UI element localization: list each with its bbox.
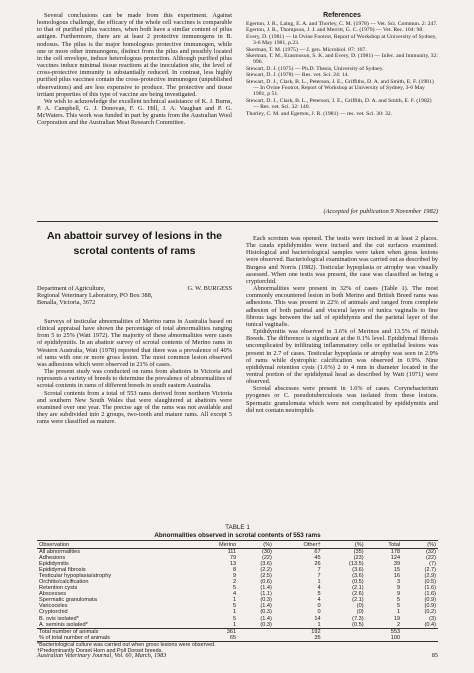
table-cell-value: (30) [261,549,272,555]
table-cell-value: 124 [390,555,401,562]
references-heading: References [323,12,361,19]
reference-item: Egerton, J. R., Thompson, J. J. and Merritt, G. C. (1979) — Vet. Rec. 104: 98. [246,27,424,34]
header-merino: Merino [189,541,238,549]
table-cell-value: (0.5) [424,579,436,586]
table-cell-value: 553 [366,628,403,635]
table-cell-value: (3.6) [260,561,272,568]
table-header-row [37,541,438,549]
table-cell-value [323,635,366,642]
table-cell-value: 19 [393,615,401,622]
table-cell-value: (0.6) [260,579,272,586]
body-paragraph: Scrotal contents from a total of 553 rams derived from northern Victoria and southern New South Wales that were slaughtered at abattoirs were examined over one year. The precise age of the rams was not available and they are subdivided into 2 groups, two-tooth and mature rams. All except 5 rams were classified as mature. [37,389,232,426]
table-cell-value: 5 [397,597,401,604]
table-cell-value: (32) [426,549,436,555]
table-cell-value: (3.6) [352,567,364,574]
table-cell-value: 8 [232,567,237,574]
table-cell-value: 9 [232,573,237,580]
table-label: TABLE 1 [225,524,250,531]
table-cell-value: (0) [356,603,364,610]
affiliation-department: Department of Agriculture, [37,285,106,292]
reference-item: Skerman, T. M. (1975) — J. gen. Microbiol. 87: 107. [246,46,367,53]
table-cell-label: Testicular hypoplasia/atrophy [39,573,112,580]
header-total: Total [366,541,403,549]
table-1 [37,524,438,654]
table-cell-label: % of total number of animals [37,635,189,642]
table-cell-value: 39 [393,561,401,568]
previous-article-conclusion [37,12,232,127]
table-cell-value: 5 [232,615,237,622]
table-cell-value: 65 [189,635,238,642]
table-cell-value: 178 [390,549,401,555]
table-cell-value: (1.6) [424,585,436,592]
table-cell-value: (1.4) [260,615,272,622]
table-cell-label: Adhesions [39,555,66,562]
table-cell-value: (0.3) [260,621,272,628]
table-cell-value: (0.9) [424,603,436,610]
table-cell-value: 16 [393,573,401,580]
table-cell-value [238,635,274,642]
table-cell-label: A. seminis isolated* [39,621,88,628]
table-cell-value: 7 [317,573,321,580]
table-cell-value: 361 [189,628,238,635]
table-cell-value: (1.1) [260,591,272,598]
table-cell-value: 9 [397,585,401,592]
table-cell-value: (1.6) [424,591,436,598]
body-paragraph: Epididymitis was observed in 3.6% of Merinos and 13.5% of British Breeds. The difference is significant at the 0.1% level. Epididymal fibrosis uncomplicated by infiltrating inflammatory cells or epithelial lesions was present in 2.7 of cases. Testicular hypoplasia or atrophy was seen in 2.9% of rams while dystrophic calcification was observed in 0.9%. Nine epididymal retention cysts (1.6%) 2 to 4 mm in diameter located in the ventral portion of the epididymal head as described by Watt (1971) were observed. [246,328,438,386]
table-cell-value: 67 [314,549,321,555]
affiliation-lab: Regional Veterinary Laboratory, PO Box 388, [37,292,153,300]
table-cell-value: (35) [353,549,364,555]
table-cell-value: 15 [393,567,401,574]
header-merino-pct: (%) [238,541,274,549]
author-block [37,285,232,307]
abnormalities-table [37,540,438,642]
table-cell-value: 3 [397,579,401,586]
table-cell-label: Orchitis/calcification [39,579,89,586]
table-cell-label: Total number of animals [37,628,189,635]
table-cell-value: (0.2) [424,609,436,616]
table-cell-value: (2.9) [424,573,436,580]
table-cell-value: (1.4) [260,585,272,592]
table-cell-value: 5 [232,603,237,610]
table-cell-value: 5 [397,603,401,610]
table-cell-value: 5 [317,591,321,598]
table-cell-value: 1 [317,621,321,628]
table-cell-value: (2.6) [352,591,364,598]
body-paragraph: Each scrotum was opened. The testis were incised in at least 2 places. The cauda epididymides were incised and the cut surfaces examined. Histological and bacteriological samples were taken when gross lesions were observed. Bacteriological examination was carried out as described by Burgess and Norris (1982). Testicular hypoplasia or atrophy was visually assessed. When one testis was present, the case was classified as being a cryptorchid. [246,235,438,285]
table-cell-label: Epididymitis [39,561,69,568]
table-cell-label: Epididymal fibrosis [39,567,86,574]
table-cell-value: (7.3) [352,615,364,622]
table-cell-value: 0 [317,609,321,616]
table-cell-value: 79 [229,555,237,562]
reference-item: Egerton, J. R., Laing, E. A. and Thorley, C. M. (1978) — Vet. Sci. Commun. 2: 247. [246,21,438,27]
header-total-pct: (%) [402,541,438,549]
table-cell-value: 111 [227,549,237,555]
table-cell-value: 2 [232,579,237,586]
table-cell-value: (1.4) [260,603,272,610]
body-paragraph: The present study was conducted on rams from abattoirs in Victoria and represents a variety of breeds to determine the prevalence of abnormalities of scrotal contents in rams of different breeds in south eastern Australia. [37,368,232,390]
article-body-left [37,318,232,425]
table-cell-value: (0.5) [352,621,364,628]
table-cell-value: 1 [232,621,237,628]
accepted-date: (Accepted for publication 9 November 1982) [323,208,438,215]
table-cell-label: Spermatic granulomata [39,597,97,604]
table-cell-value: (3) [429,615,436,622]
table-cell-value: (23) [353,555,364,562]
table-cell-value: (2.2) [260,567,272,574]
table-cell-value: 4 [317,597,321,604]
table-cell-value: 1 [397,609,401,616]
body-paragraph: Surveys of testicular abnormalities of Merino rams in Australia based on clinical appraisal have shown the percentage of total abnormalities ranging from 5 to 25% (Watt 1972). The majority of these abnormalities were cases of epididymitis. In an abattoir survey of scrotal contents of Merino rams in Western Australia, Watt (1978) reported that there was a prevalence of 40% of rams with one or more gross lesion. The most common lesion observed was adhesions which were observed in 21% of cases. [37,318,232,368]
table-cell-value: (13.5) [348,561,364,568]
table-cell-value: (0.4) [424,621,436,628]
journal-citation: Australian Veterinary Journal, Vol. 60, March, 1983 [37,652,167,659]
table-cell-value: (2.1) [352,585,364,592]
header-other-pct: (%) [323,541,366,549]
table-cell-value: 192 [274,628,323,635]
table-cell-value [402,635,438,642]
reference-item: Every, D. (1981) — In Ovine Footrot, Report of Workshop at University of Sydney, 3-6 May 1981, p.23. [246,33,437,47]
table-cell-label: All abnormalities [39,549,81,555]
header-other: Other† [274,541,323,549]
table-cell-value: 2 [397,621,401,628]
table-cell-value: (7) [429,561,436,568]
reference-item: Stewart, D. J. (1978) — Res. vet. Sci. 24: 14. [246,72,349,79]
table-cell-value: 4 [232,591,237,598]
table-cell-value: 100 [366,635,403,642]
table-cell-value: 7 [317,567,321,574]
table-cell-value: (0.3) [260,609,272,616]
table-cell-value: (22) [426,555,436,562]
table-cell-value: 1 [232,597,237,604]
table-cell-value: (2.1) [352,597,364,604]
reference-item: Thorley, C. M. and Egerton, J. R. (1981) — res. vet. Sci. 30: 32. [246,110,393,117]
table-cell-value: (0.5) [352,579,364,586]
table-cell-value: (0) [356,609,364,616]
table-cell-value: 4 [317,585,321,592]
table-cell-value: 35 [274,635,323,642]
table-cell-value: (2.5) [260,573,272,580]
table-cell-label: Cryptorchid [39,609,68,616]
author-name: G. W. BURGESS [187,285,232,292]
conclusion-paragraph: Several conclusions can be made from this experiment. Against homologous challenge, the efficacy of the whole cell vaccines is comparable to that of purified pilus vaccines, when both have a similar content of pilus antigen. Furthermore, there are at least 2 protective immunogens in B. nodosus. The pilus is the major homologous protective immunogen, while one or more other immunogens, distinct from the pilus and possibly located in the cell envelope, induce heterologous protection. Although purified pilus vaccines induce minimal tissue reactions at the inoculation site, the level of cross-protective immunity is substantially reduced. In contrast, less highly purified pilus vaccines contain the cross-protective immunogen (unpublished observations) and are less expensive to produce. The protective and tissue irritant properties of this type of vaccine are being investigated. [37,12,232,98]
table-cell-value: (0.3) [260,597,272,604]
reference-item: Stewart, D. J. (1975) — Ph.D. Thesis, University of Sydney. [246,65,384,72]
table-cell-value: (3.6) [352,573,364,580]
header-observation: Observation [37,541,189,549]
table-cell-label: Abscesses [39,591,67,598]
page-number: 85 [431,652,438,659]
table-cell-value: 5 [232,585,237,592]
table-cell-value: 26 [314,561,321,568]
body-paragraph: Abnormalities were present in 32% of cases (Table 1). The most commonly encountered lesion in both Merino and British Breed rams was adhesions. This was present in 22% of animals and ranged from complete adhesion of both parietal and visceral layers of tunica vaginalis to fine fibrous tags between the tail of epididymis and the parietal layer of the tunical vaginalis. [246,285,438,328]
table-cell-value: 1 [317,579,321,586]
table-caption: Abnormalities observed in scrotal contents of 553 rams [154,532,321,539]
table-cell-value: 1 [232,609,237,616]
table-cell-value: 0 [317,603,321,610]
reference-item: Stewart, D. J., Clark, B. L., Peterson, J. E., Griffith, D. A. and Smith, E. F. (1982) — Res. vet. Sci. 32: 140. [246,97,432,111]
body-paragraph: Scrotal abscesses were present in 1.6% of cases. Corynebacterium pyogenes or C. pseudotuberculosis was isolated from these lesions. Spermatic granulomata which were not complicated by epididymitis and did not contain neutrophils [246,385,438,414]
article-body-right [246,235,438,414]
table-cell-label: Varicoceles [39,603,68,610]
acknowledgement-paragraph: We wish to acknowledge the excellent technical assistance of K. J. Burns, P. A. Campbell, G. J. Donovan, F. G. Hill, J. A. Vaughan and P. G. McWaters. This work was funded in part by grants from the Australian Wool Corporation and the Australian Meat Research Committee. [37,97,232,127]
table-cell-value: 45 [314,555,321,562]
page-footer [37,652,438,659]
table-cell-value: 14 [314,615,321,622]
table-cell-value: 9 [397,591,401,598]
table-cell-label: B. ovis isolated* [39,615,79,622]
reference-item: Stewart, D. J., Clark, B. L., Peterson, J. E., Griffiths, D. A. and Smith, E. F. (1981) — In Ovine Footrot, Report of Workshop at University of Sydney, 3-6 May 1981, p 51. [246,78,434,98]
section-divider [37,221,438,222]
references-section [246,12,438,117]
table-cell-value: (0.9) [424,597,436,604]
article-title: An abattoir survey of lesions in the scrotal contents of rams [46,230,223,257]
table-footnote: †Predominantly Dorset Horn and Poll Dorset breeds. [37,647,163,654]
table-total-row [37,635,438,642]
table-footnote: *Bacteriological culture was carried out when gross lesions were observed. [37,641,216,648]
table-cell-value: (22) [261,555,272,562]
table-cell-label: Retention cysts [39,585,78,592]
reference-item: Skerman, T. M., Erasmuson, S. K. and Every, D. (1981) — Infec. and Immunity, 32: 996. [246,53,438,66]
table-cell-value: 13 [229,561,237,568]
table-cell-value: (2.7) [424,567,436,574]
affiliation-city: Benalla, Victoria, 3672 [37,299,96,307]
